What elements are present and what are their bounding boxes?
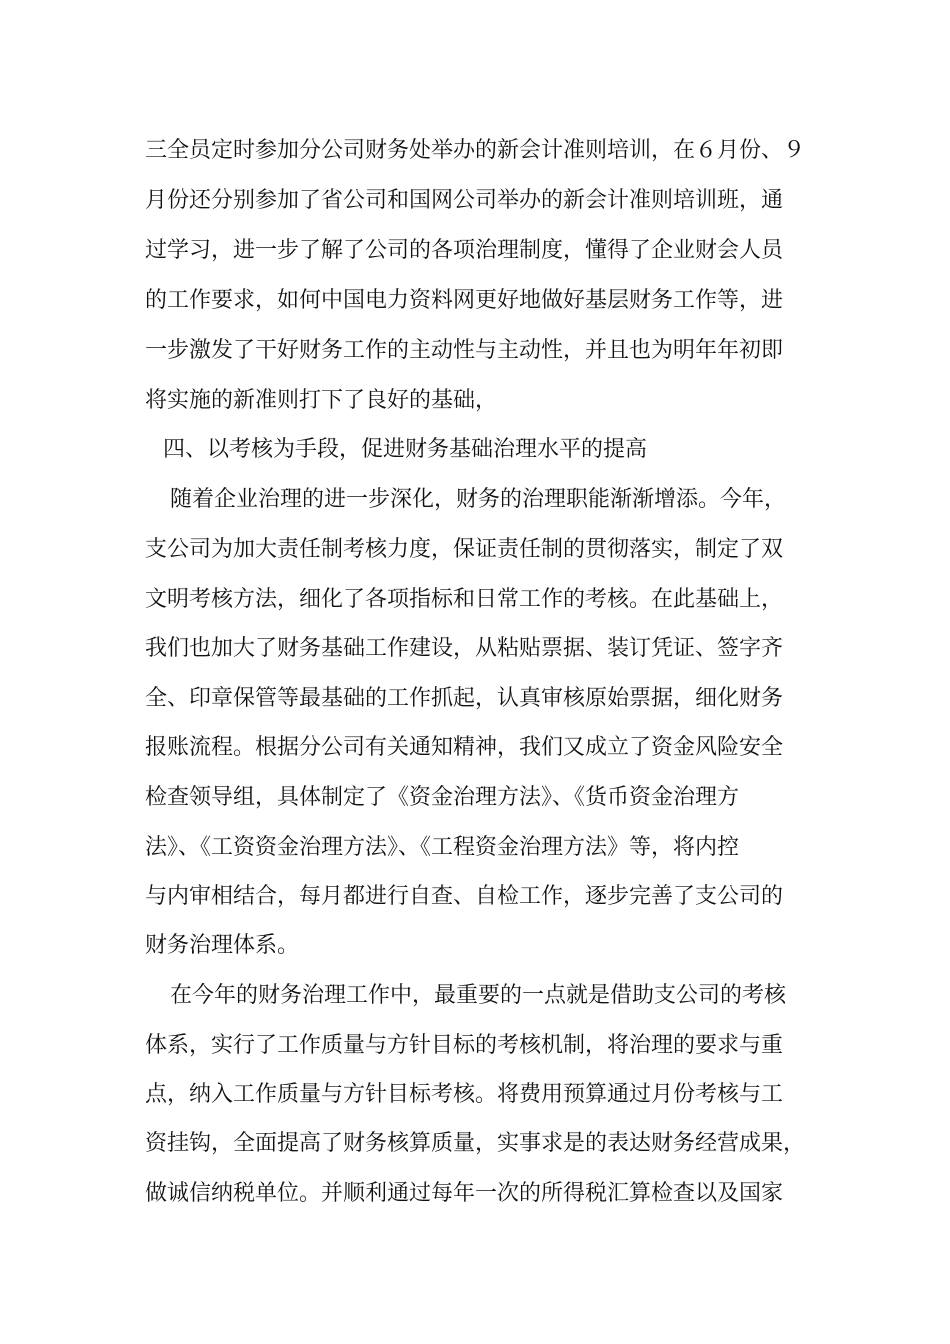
text-line xyxy=(0,281,950,321)
line-text: 将实施的新准则打下了良好的基础， xyxy=(145,388,498,413)
line-text: 文明考核方法，细化了各项指标和日常工作的考核。在此基础上， xyxy=(145,587,784,612)
text-line xyxy=(0,828,950,868)
line-text: 月份还分别参加了省公司和国网公司举办的新会计准则培训班，通 xyxy=(145,188,784,213)
text-line xyxy=(0,480,950,520)
line-text: 做诚信纳税单位。并顺利通过每年一次的所得税汇算检查以及国家 xyxy=(145,1181,784,1206)
line-text: 体系，实行了工作质量与方针目标的考核机制，将治理的要求与重 xyxy=(145,1033,784,1058)
text-line xyxy=(0,231,950,271)
line-text: 资挂钩，全面提高了财务核算质量，实事求是的表达财务经营成果， xyxy=(145,1131,806,1156)
text-line xyxy=(0,1026,950,1066)
text-line xyxy=(0,580,950,620)
line-text: 全、印章保管等最基础的工作抓起，认真审核原始票据，细化财务 xyxy=(145,686,784,711)
line-text: 检查领导组，具体制定了《资金治理方法》、《货币资金治理方 xyxy=(145,785,740,810)
line-text: 在今年的财务治理工作中，最重要的一点就是借助支公司的考核 xyxy=(170,983,787,1008)
line-text: 法》、《工资资金治理方法》、《工程资金治理方法》等，将内控 xyxy=(145,835,740,860)
line-text: 点，纳入工作质量与方针目标考核。将费用预算通过月份考核与工 xyxy=(145,1082,784,1107)
section-heading xyxy=(0,430,950,470)
text-line xyxy=(0,976,950,1016)
line-text: 我们也加大了财务基础工作建设，从粘贴票据、装订凭证、签字齐 xyxy=(145,636,784,661)
line-text: 随着企业治理的进一步深化，财务的治理职能渐渐增添。今年， xyxy=(170,487,787,512)
text-line xyxy=(0,728,950,768)
line-text: 财务治理体系。 xyxy=(145,933,300,958)
text-line xyxy=(0,381,950,421)
line-text: 报账流程。根据分公司有关通知精神，我们又成立了资金风险安全 xyxy=(145,735,784,760)
text-line xyxy=(0,530,950,570)
line-text: 支公司为加大责任制考核力度，保证责任制的贯彻落实，制定了双 xyxy=(145,537,784,562)
text-line xyxy=(0,1124,950,1164)
text-line xyxy=(0,679,950,719)
text-line xyxy=(0,778,950,818)
line-text: 三全员定时参加分公司财务处举办的新会计准则培训，在６月份、９ xyxy=(145,138,806,163)
text-line xyxy=(0,331,950,371)
text-line xyxy=(0,131,950,171)
text-line xyxy=(0,877,950,917)
heading-text: 四、以考核为手段，促进财务基础治理水平的提高 xyxy=(163,437,648,462)
text-line xyxy=(0,1075,950,1115)
line-text: 的工作要求，如何中国电力资料网更好地做好基层财务工作等，进 xyxy=(145,288,784,313)
text-line xyxy=(0,181,950,221)
text-line xyxy=(0,926,950,966)
line-text: 与内审相结合，每月都进行自查、自检工作，逐步完善了支公司的 xyxy=(145,884,784,909)
text-line xyxy=(0,629,950,669)
line-text: 一步激发了干好财务工作的主动性与主动性，并且也为明年年初即 xyxy=(145,338,784,363)
text-line xyxy=(0,1174,950,1214)
line-text: 过学习，进一步了解了公司的各项治理制度，懂得了企业财会人员 xyxy=(145,238,784,263)
